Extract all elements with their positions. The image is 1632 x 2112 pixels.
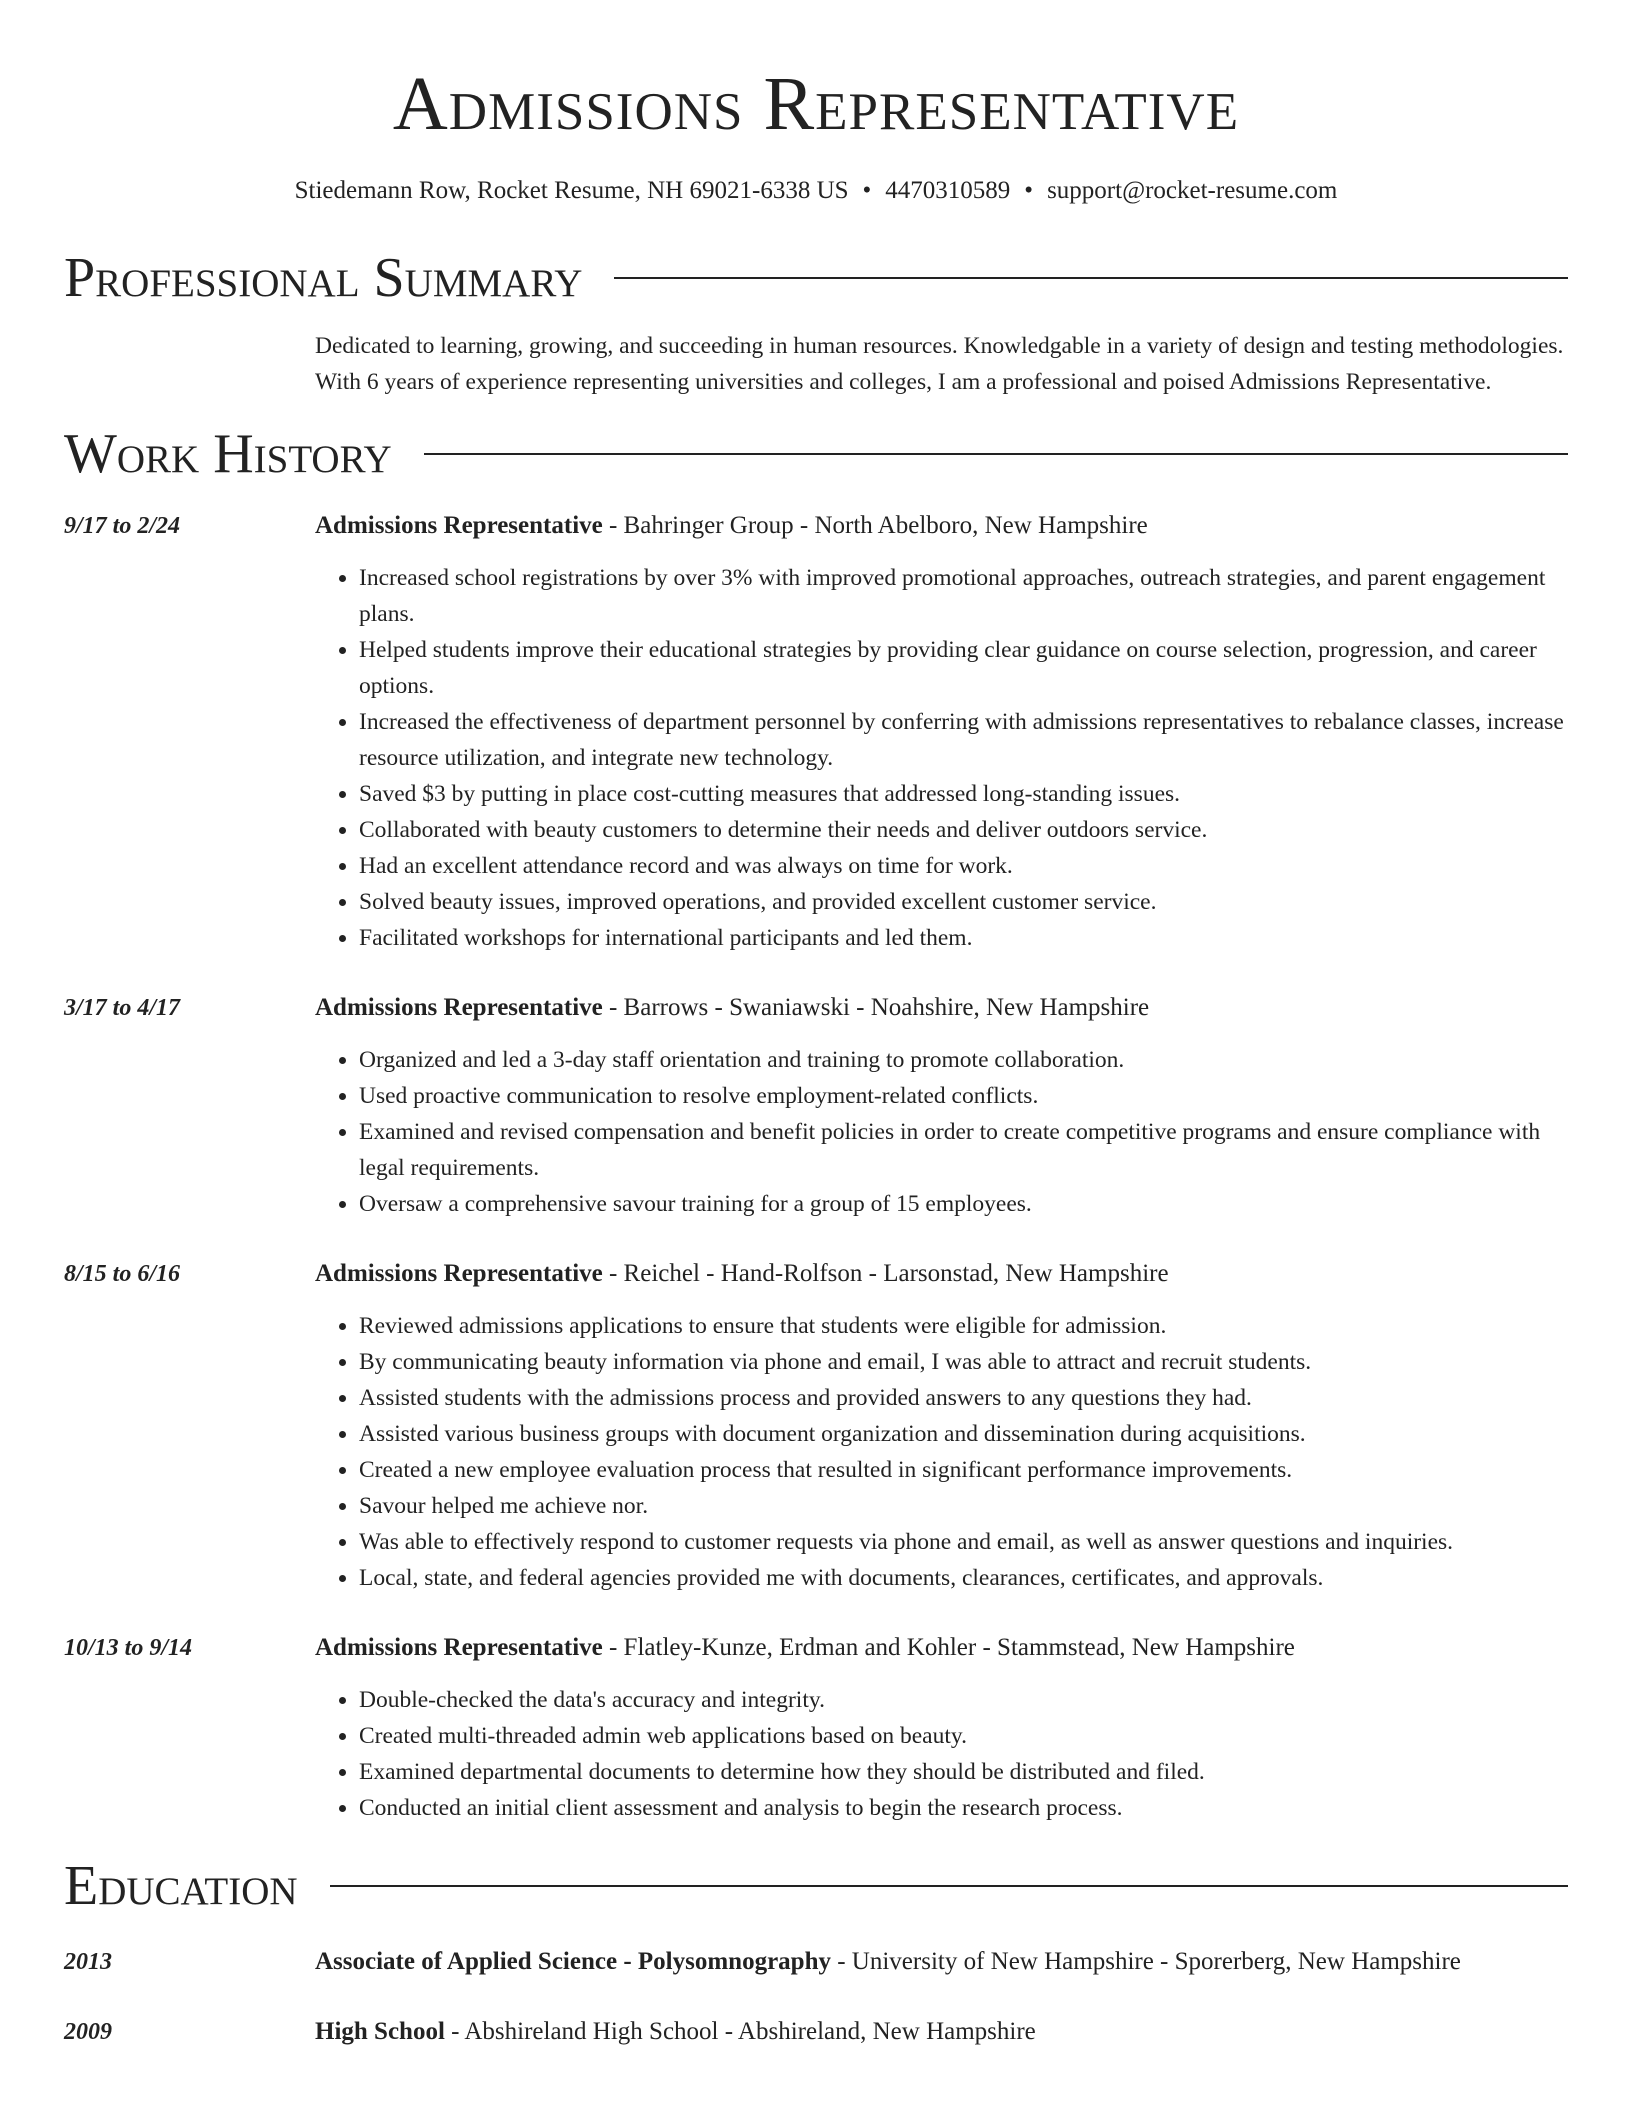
job-bullets (315, 560, 1568, 956)
section-title-education: Education (64, 1855, 298, 1917)
job-bullet: • Examined and revised compensation and benefit policies in order to create competitive programs and ensure compliance with legal requirements. (359, 1114, 1568, 1186)
job-bullet: • Used proactive communication to resolve employment-related conflicts. (359, 1078, 1568, 1114)
job-title-line (315, 508, 1568, 544)
job-bullet: • Solved beauty issues, improved operations, and provided excellent customer service. (359, 884, 1568, 920)
section-divider (330, 1885, 1568, 1887)
job-dates: 8/15 to 6/16 (64, 1261, 181, 1287)
job-title: Admissions Representative (315, 1634, 603, 1661)
job-bullet: • Organized and led a 3-day staff orientation and training to promote collaboration. (359, 1042, 1568, 1078)
job-title: Admissions Representative (315, 1260, 603, 1287)
section-divider (614, 277, 1568, 279)
job-bullet: • Assisted students with the admissions process and provided answers to any questions they had. (359, 1380, 1568, 1416)
summary-text: Dedicated to learning, growing, and succeeding in human resources. Knowledgable in a variety of design and testing methodologies. With 6 years of experience representing universities and colleges, I am a professional and poised Admissions Representative. (315, 333, 1564, 395)
job-entry (64, 990, 1568, 1222)
job-company-location: - Bahringer Group - North Abelboro, New Hampshire (602, 512, 1148, 539)
job-body (315, 990, 1568, 1222)
education-year: 2013 (64, 1949, 112, 1975)
job-dates: 3/17 to 4/17 (64, 995, 181, 1021)
education-school: - Abshireland High School - Abshireland, New Hampshire (444, 2018, 1036, 2045)
job-bullets (315, 1042, 1568, 1222)
education-year: 2009 (64, 2019, 112, 2045)
resume-name: Admissions Representative (392, 62, 1240, 146)
section-header-work (64, 424, 1568, 484)
job-bullet: • Savour helped me achieve nor. (359, 1488, 1568, 1524)
job-company-location: - Reichel - Hand-Rolfson - Larsonstad, New Hampshire (602, 1260, 1169, 1287)
job-bullet: • Created a new employee evaluation process that resulted in significant performance improvements. (359, 1452, 1568, 1488)
job-company-location: - Flatley-Kunze, Erdman and Kohler - Stammstead, New Hampshire (602, 1634, 1295, 1661)
contact-line (64, 176, 1568, 206)
job-bullet: • Helped students improve their educational strategies by providing clear guidance on course selection, progression, and career options. (359, 632, 1568, 704)
contact-address: Stiedemann Row, Rocket Resume, NH 69021-6338 US (294, 177, 849, 204)
education-list (64, 1944, 1568, 2050)
education-entry (64, 2014, 1568, 2050)
job-entry (64, 1256, 1568, 1596)
contact-separator: • (862, 177, 872, 204)
job-bullet: • Assisted various business groups with document organization and dissemination during acquisitions. (359, 1416, 1568, 1452)
job-bullet: • Facilitated workshops for international participants and led them. (359, 920, 1568, 956)
job-body (315, 1630, 1568, 1826)
job-bullet: • Examined departmental documents to determine how they should be distributed and filed. (359, 1754, 1568, 1790)
job-title-line (315, 990, 1568, 1026)
contact-separator: • (1024, 177, 1034, 204)
job-bullet: • Collaborated with beauty customers to determine their needs and deliver outdoors service. (359, 812, 1568, 848)
job-dates: 9/17 to 2/24 (64, 513, 181, 539)
section-title-work: Work History (64, 423, 392, 485)
section-divider (424, 453, 1568, 455)
job-bullet: • Conducted an initial client assessment and analysis to begin the research process. (359, 1790, 1568, 1826)
job-bullet: • Double-checked the data's accuracy and integrity. (359, 1682, 1568, 1718)
job-title-line (315, 1630, 1568, 1666)
job-bullet: • Had an excellent attendance record and was always on time for work. (359, 848, 1568, 884)
section-title-summary: Professional Summary (64, 247, 583, 309)
section-header-education (64, 1856, 1568, 1916)
job-bullet: • Increased the effectiveness of department personnel by conferring with admissions representatives to rebalance classes, increase resource utilization, and integrate new technology. (359, 704, 1568, 776)
job-title: Admissions Representative (315, 994, 603, 1021)
job-entry (64, 1630, 1568, 1826)
job-bullet: • Reviewed admissions applications to ensure that students were eligible for admission. (359, 1308, 1568, 1344)
contact-email: support@rocket-resume.com (1047, 177, 1338, 204)
job-body (315, 508, 1568, 956)
education-degree: High School (315, 2018, 445, 2045)
education-degree: Associate of Applied Science - Polysomnography (315, 1948, 831, 1975)
education-line (315, 2014, 1036, 2050)
section-header-summary (64, 248, 1568, 308)
work-history-list (64, 508, 1568, 1826)
job-company-location: - Barrows - Swaniawski - Noahshire, New Hampshire (602, 994, 1150, 1021)
job-bullet: • By communicating beauty information via phone and email, I was able to attract and recruit students. (359, 1344, 1568, 1380)
job-dates: 10/13 to 9/14 (64, 1635, 193, 1661)
job-bullet: • Created multi-threaded admin web applications based on beauty. (359, 1718, 1568, 1754)
job-bullet: • Increased school registrations by over 3% with improved promotional approaches, outreach strategies, and parent engagement plans. (359, 560, 1568, 632)
job-title: Admissions Representative (315, 512, 603, 539)
education-line (315, 1944, 1461, 1980)
job-bullet: • Oversaw a comprehensive savour training for a group of 15 employees. (359, 1186, 1568, 1222)
job-bullets (315, 1308, 1568, 1596)
job-title-line (315, 1256, 1568, 1292)
job-entry (64, 508, 1568, 956)
contact-phone: 4470310589 (885, 177, 1011, 204)
education-school: - University of New Hampshire - Sporerberg, New Hampshire (830, 1948, 1461, 1975)
education-entry (64, 1944, 1568, 1980)
job-bullet: • Was able to effectively respond to customer requests via phone and email, as well as answer questions and inquiries. (359, 1524, 1568, 1560)
job-bullet: • Saved $3 by putting in place cost-cutting measures that addressed long-standing issues. (359, 776, 1568, 812)
job-body (315, 1256, 1568, 1596)
job-bullet: • Local, state, and federal agencies provided me with documents, clearances, certificates, and approvals. (359, 1560, 1568, 1596)
job-bullets (315, 1682, 1568, 1826)
